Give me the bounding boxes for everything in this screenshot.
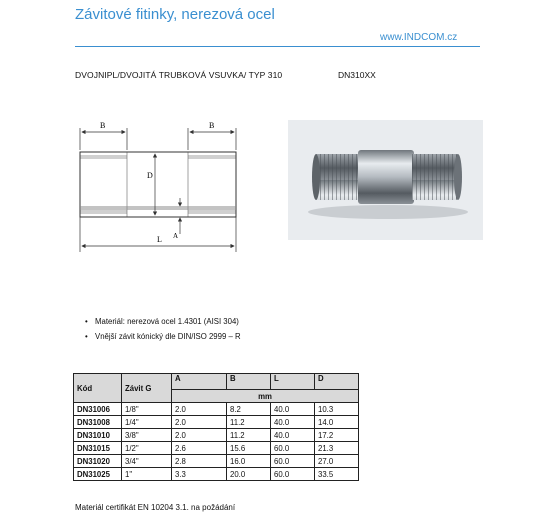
cell-b: 15.6	[227, 442, 271, 455]
cell-l: 60.0	[271, 442, 315, 455]
list-item: • Materiál: nerezová ocel 1.4301 (AISI 304)	[95, 316, 241, 331]
dimensions-table	[73, 373, 359, 481]
col-header-l: L	[271, 374, 315, 390]
cell-kod: DN31020	[74, 455, 122, 468]
cell-l: 60.0	[271, 455, 315, 468]
table-row	[74, 442, 359, 455]
dim-a: A	[173, 232, 179, 240]
table-row	[74, 403, 359, 416]
cell-l: 40.0	[271, 416, 315, 429]
cell-a: 2.0	[172, 429, 227, 442]
product-code: DN310XX	[338, 70, 376, 80]
cell-l: 40.0	[271, 403, 315, 416]
col-header-kod: Kód	[74, 374, 122, 403]
cell-b: 8.2	[227, 403, 271, 416]
technical-drawing	[60, 110, 260, 260]
product-name: DVOJNIPL/DVOJITÁ TRUBKOVÁ VSUVKA/ TYP 310	[75, 70, 283, 80]
col-header-a: A	[172, 374, 227, 390]
table-row	[74, 455, 359, 468]
certificate-note: Materiál certifikát EN 10204 3.1. na požádání	[75, 503, 236, 512]
cell-a: 3.3	[172, 468, 227, 481]
cell-a: 2.0	[172, 403, 227, 416]
col-header-zavit: Závit G	[122, 374, 172, 403]
cell-kod: DN31008	[74, 416, 122, 429]
table-row	[74, 468, 359, 481]
cell-a: 2.8	[172, 455, 227, 468]
dim-b-right: B	[209, 121, 215, 130]
header-divider	[75, 46, 480, 47]
cell-b: 16.0	[227, 455, 271, 468]
page-title: Závitové fitinky, nerezová ocel	[75, 6, 275, 23]
cell-l: 60.0	[271, 468, 315, 481]
cell-kod: DN31015	[74, 442, 122, 455]
dim-d: D	[147, 171, 153, 180]
cell-b: 11.2	[227, 429, 271, 442]
cell-zavit: 3/8"	[122, 429, 172, 442]
cell-l: 40.0	[271, 429, 315, 442]
col-header-b: B	[227, 374, 271, 390]
features-list	[95, 316, 241, 346]
cell-zavit: 1/2"	[122, 442, 172, 455]
cell-d: 14.0	[315, 416, 359, 429]
cell-kod: DN31025	[74, 468, 122, 481]
dim-b-left: B	[100, 121, 106, 130]
cell-d: 17.2	[315, 429, 359, 442]
table-row	[74, 416, 359, 429]
cell-kod: DN31010	[74, 429, 122, 442]
cell-zavit: 3/4"	[122, 455, 172, 468]
cell-zavit: 1/4"	[122, 416, 172, 429]
cell-b: 20.0	[227, 468, 271, 481]
cell-d: 21.3	[315, 442, 359, 455]
cell-zavit: 1/8"	[122, 403, 172, 416]
unit-label: mm	[172, 390, 359, 403]
list-item: • Vnější závit kónický dle DIN/ISO 2999 – R	[95, 331, 241, 346]
product-photo	[288, 120, 483, 240]
cell-a: 2.0	[172, 416, 227, 429]
table-row	[74, 429, 359, 442]
cell-d: 10.3	[315, 403, 359, 416]
dim-l: L	[157, 235, 162, 244]
cell-b: 11.2	[227, 416, 271, 429]
cell-a: 2.6	[172, 442, 227, 455]
cell-zavit: 1"	[122, 468, 172, 481]
col-header-d: D	[315, 374, 359, 390]
cell-kod: DN31006	[74, 403, 122, 416]
cell-d: 27.0	[315, 455, 359, 468]
website-link[interactable]: www.INDCOM.cz	[380, 32, 458, 43]
cell-d: 33.5	[315, 468, 359, 481]
